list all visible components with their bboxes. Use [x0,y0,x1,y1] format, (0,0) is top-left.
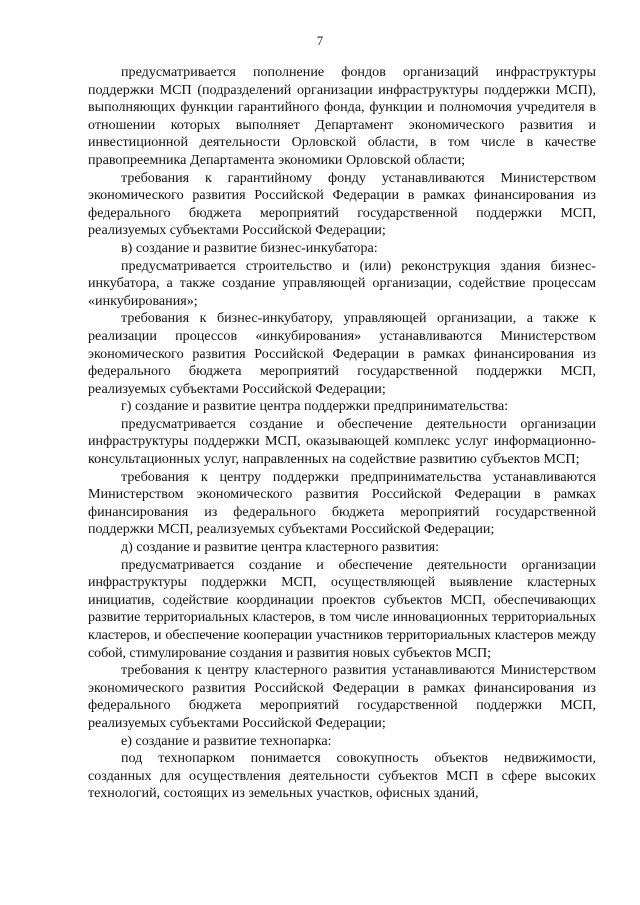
paragraph-cluster-development-center-requirements: требования к центру кластерного развития устанавливаются Министерством экономического развития Российской Федерации в рамках финансирования из федерального бюджета мероприятий государственной поддержки МСП, реализуемых субъектами Российской Федерации; [88,662,596,731]
heading-cluster-development-center: д) создание и развитие центра кластерного развития: [121,539,440,556]
paragraph-technopark: под технопарком понимается совокупность объектов недвижимости, созданных для осуществления деятельности субъектов МСП в сфере высоких технологий, состоящих из земельных участков, офисных зданий, [88,750,596,802]
heading-technopark: е) создание и развитие технопарка: [121,732,332,749]
heading-business-incubator: в) создание и развитие бизнес-инкубатора: [121,239,378,256]
paragraph-guarantee-fund-requirements: требования к гарантийному фонду устанавливаются Министерством экономического развития Российской Федерации в рамках финансирования из федерального бюджета мероприятий государственной поддержки МСП, реализуемых субъектами Российской Федерации; [88,169,596,239]
paragraph-entrepreneurship-support-center: предусматривается создание и обеспечение деятельности организации инфраструктуры поддержки МСП, оказывающей комплекс услуг информационно-консультационных услуг, направленных на содействие развитию субъектов МСП; [88,415,596,468]
paragraph-cluster-development-center: предусматривается создание и обеспечение деятельности организации инфраструктуры поддержки МСП, осуществляющей выявление кластерных инициатив, содействие координации проектов субъектов МСП, обеспечивающих развитие территориальных кластеров, в том числе инновационных территориальных кластеров, и обеспечение кооперации участников территориальных кластеров между собой, стимулирование создания и развития новых субъектов МСП; [88,556,596,661]
page-number: 7 [316,34,324,48]
paragraph-business-incubator: предусматривается строительство и (или) реконструкция здания бизнес-инкубатора, а также создание управляющей организации, содействие процессам «инкубирования»; [88,257,596,309]
heading-entrepreneurship-support-center: г) создание и развитие центра поддержки предпринимательства: [121,398,509,415]
paragraph-guarantee-fund: предусматривается пополнение фондов организаций инфраструктуры поддержки МСП (подразделений организации инфраструктуры поддержки МСП), выполняющих функции гарантийного фонда, функции и полномочия учредителя в отношении которых выполняет Департамент экономического развития и инвестиционной деятельности Орловской области, в том числе в качестве правопреемника Департамента экономики Орловской области; [88,64,596,168]
paragraph-entrepreneurship-support-center-requirements: требования к центру поддержки предпринимательства устанавливаются Министерством экономического развития Российской Федерации в рамках финансирования из федерального бюджета мероприятий государственной поддержки МСП, реализуемых субъектами Российской Федерации; [88,468,596,538]
body-text [88,64,596,803]
paragraph-business-incubator-requirements: требования к бизнес-инкубатору, управляющей организации, а также к реализации процессов «инкубирования» устанавливаются Министерством экономического развития Российской Федерации в рамках финансирования из федерального бюджета мероприятий государственной поддержки МСП, реализуемых субъектами Российской Федерации; [88,310,596,397]
